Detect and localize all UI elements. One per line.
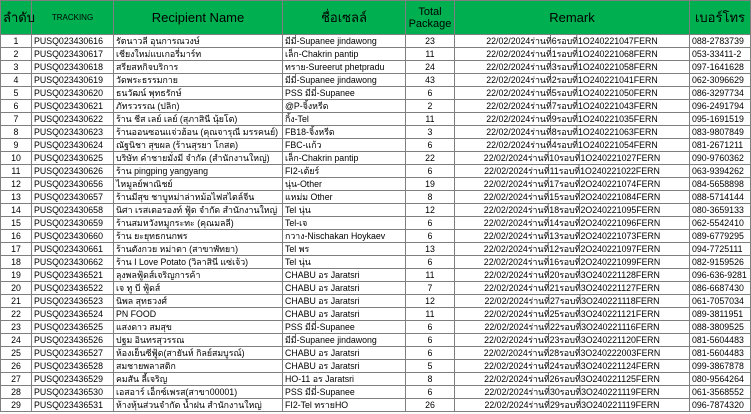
total-package-cell[interactable]: 24 xyxy=(406,61,455,74)
index-cell[interactable]: 29 xyxy=(1,399,32,412)
seller-cell[interactable]: เล็ก-Chakrin pantip xyxy=(283,152,406,165)
total-package-cell[interactable]: 6 xyxy=(406,165,455,178)
phone-cell[interactable]: 096-2491794 xyxy=(690,100,751,113)
recipient-cell[interactable]: ร้าน I Love Potato (วิลาสินี แซ่เจ้ว) xyxy=(114,256,283,269)
tracking-cell[interactable]: PUSQ023430656 xyxy=(32,178,114,191)
recipient-cell[interactable]: นิศา เรสเตอรองท์ ฟู้ด จำกัด สำนักงานใหญ่ xyxy=(114,204,283,217)
total-package-cell[interactable]: 7 xyxy=(406,282,455,295)
remark-cell[interactable]: 22/02/2024ร่านที่8รอบที่1O240221063FERN xyxy=(455,126,690,139)
recipient-cell[interactable]: ปฐม อินทรสุวรรณ xyxy=(114,334,283,347)
index-cell[interactable]: 4 xyxy=(1,74,32,87)
remark-cell[interactable]: 22/02/2024ร่านที่20รอบที่3O240221128FERN xyxy=(455,269,690,282)
total-package-cell[interactable]: 23 xyxy=(406,35,455,48)
remark-cell[interactable]: 22/02/2024ร่านที่27รอบที่3O240221118FERN xyxy=(455,295,690,308)
table-row xyxy=(1,113,751,126)
phone-cell[interactable]: 088-2783739 xyxy=(690,35,751,48)
table-row xyxy=(1,152,751,165)
recipient-cell[interactable]: ร้านสมหวังหมูกระทะ (คุณมลลี) xyxy=(114,217,283,230)
tracking-cell[interactable]: PUSQ023430661 xyxy=(32,243,114,256)
table-row xyxy=(1,230,751,243)
recipient-cell[interactable]: ภัทรวรรณ (ปลิก) xyxy=(114,100,283,113)
seller-cell[interactable]: กวาง-Nischakan Hoykaev xyxy=(283,230,406,243)
recipient-cell[interactable]: ร้าน ยะยุทธกนกพร xyxy=(114,230,283,243)
table-row xyxy=(1,386,751,399)
index-cell[interactable]: 20 xyxy=(1,282,32,295)
phone-cell[interactable]: 053-33411-2 xyxy=(690,48,751,61)
phone-cell[interactable]: 096-636-9281 xyxy=(690,269,751,282)
index-cell[interactable]: 24 xyxy=(1,334,32,347)
total-package-cell[interactable]: 6 xyxy=(406,87,455,100)
seller-cell[interactable]: CHABU อร Jaratsri xyxy=(283,308,406,321)
phone-cell[interactable]: 083-9807849 xyxy=(690,126,751,139)
index-cell[interactable]: 16 xyxy=(1,230,32,243)
table-row xyxy=(1,373,751,386)
phone-cell[interactable]: 081-5604483 xyxy=(690,334,751,347)
index-cell[interactable]: 11 xyxy=(1,165,32,178)
total-package-cell[interactable]: 2 xyxy=(406,100,455,113)
column-header-index[interactable]: ลำดับ xyxy=(1,1,32,35)
tracking-cell[interactable]: PUSQ023430618 xyxy=(32,61,114,74)
column-header-recipient[interactable]: Recipient Name xyxy=(114,1,283,35)
remark-cell[interactable]: 22/02/2024ร่านที่10รอบที่1O240221027FERN xyxy=(455,152,690,165)
recipient-cell[interactable]: แสงดาว สมสุข xyxy=(114,321,283,334)
remark-cell[interactable]: 22/02/2024ร่านที่12รอบที่2O240221097FERN xyxy=(455,243,690,256)
remark-cell[interactable]: 22/02/2024ร่านที่16รอบที่2O240221099FERN xyxy=(455,256,690,269)
tracking-cell[interactable]: PUSQ023436521 xyxy=(32,269,114,282)
total-package-cell[interactable]: 6 xyxy=(406,334,455,347)
remark-cell[interactable]: 22/02/2024ร่านที่5รอบที่1O240221050FERN xyxy=(455,87,690,100)
table-row xyxy=(1,334,751,347)
phone-cell[interactable]: 061-7057034 xyxy=(690,295,751,308)
total-package-cell[interactable]: 6 xyxy=(406,230,455,243)
index-cell[interactable]: 2 xyxy=(1,48,32,61)
recipient-cell[interactable]: ไหมูลย์พาณิชย์ xyxy=(114,178,283,191)
seller-cell[interactable]: FBC-แก้ว xyxy=(283,139,406,152)
total-package-cell[interactable]: 6 xyxy=(406,386,455,399)
remark-cell[interactable]: 22/02/2024ร่านที่18รอบที่2O240221095FERN xyxy=(455,204,690,217)
phone-cell[interactable]: 095-1691519 xyxy=(690,113,751,126)
total-package-cell[interactable]: 43 xyxy=(406,74,455,87)
table-row xyxy=(1,321,751,334)
total-package-cell[interactable]: 6 xyxy=(406,139,455,152)
table-row xyxy=(1,74,751,87)
tracking-cell[interactable]: PUSQ023430623 xyxy=(32,126,114,139)
recipient-cell[interactable]: ร้าน ชีส เลย์ เลย์ (สุภาสินี นุ้ยโต) xyxy=(114,113,283,126)
total-package-cell[interactable]: 6 xyxy=(406,256,455,269)
tracking-cell[interactable]: PUSQ023430625 xyxy=(32,152,114,165)
tracking-cell[interactable]: PUSQ023436528 xyxy=(32,360,114,373)
seller-cell[interactable]: แหม่ม Other xyxy=(283,191,406,204)
recipient-cell[interactable]: ธนวัฒน์ พุทธรักษ์ xyxy=(114,87,283,100)
index-cell[interactable]: 7 xyxy=(1,113,32,126)
index-cell[interactable]: 14 xyxy=(1,204,32,217)
seller-cell[interactable]: Tel-เจ xyxy=(283,217,406,230)
tracking-cell[interactable]: PUSQ023436526 xyxy=(32,334,114,347)
seller-cell[interactable]: CHABU อร Jaratsri xyxy=(283,282,406,295)
remark-cell[interactable]: 22/02/2024ร่านที่29รอบที่3O240221119FERN xyxy=(455,399,690,412)
seller-cell[interactable]: CHABU อร Jaratsri xyxy=(283,347,406,360)
table-row xyxy=(1,347,751,360)
tracking-cell[interactable]: PUSQ023430617 xyxy=(32,48,114,61)
phone-cell[interactable]: 081-2671211 xyxy=(690,139,751,152)
index-cell[interactable]: 9 xyxy=(1,139,32,152)
table-row xyxy=(1,35,751,48)
seller-cell[interactable]: เล็ก-Chakrin pantip xyxy=(283,48,406,61)
remark-cell[interactable]: 22/02/2024ร่านที่23รอบที่3O240221120FERN xyxy=(455,334,690,347)
table-row xyxy=(1,360,751,373)
seller-cell[interactable]: กิ้ง-Tel xyxy=(283,113,406,126)
phone-cell[interactable]: 081-5604483 xyxy=(690,347,751,360)
tracking-cell[interactable]: PUSQ023436531 xyxy=(32,399,114,412)
index-cell[interactable]: 21 xyxy=(1,295,32,308)
index-cell[interactable]: 27 xyxy=(1,373,32,386)
seller-cell[interactable]: มีมี่-Supanee jindawong xyxy=(283,74,406,87)
total-package-cell[interactable]: 3 xyxy=(406,126,455,139)
column-header-tracking[interactable]: TRACKING xyxy=(32,1,114,35)
total-package-cell[interactable]: 11 xyxy=(406,269,455,282)
index-cell[interactable]: 22 xyxy=(1,308,32,321)
remark-cell[interactable]: 22/02/2024ร่านที่21รอบที่3O240221127FERN xyxy=(455,282,690,295)
total-package-cell[interactable]: 11 xyxy=(406,113,455,126)
phone-cell[interactable]: 099-3867878 xyxy=(690,360,751,373)
seller-cell[interactable]: CHABU อร Jaratsri xyxy=(283,269,406,282)
recipient-cell[interactable]: นิพล สุทธวงศ์ xyxy=(114,295,283,308)
recipient-cell[interactable]: สรียสหกิจบริการ xyxy=(114,61,283,74)
tracking-cell[interactable]: PUSQ023436522 xyxy=(32,282,114,295)
total-package-cell[interactable]: 6 xyxy=(406,321,455,334)
seller-cell[interactable]: PSS มีมี่-Supanee xyxy=(283,87,406,100)
seller-cell[interactable]: FI2-เต้ยร์ xyxy=(283,165,406,178)
seller-cell[interactable]: PSS มีมี่-Supanee xyxy=(283,386,406,399)
remark-cell[interactable]: 22/02/2024ร่านที่2รอบที่1O240221041FERN xyxy=(455,74,690,87)
recipient-cell[interactable]: ร้านตังกวย หม่าตา (สาขาพัทยา) xyxy=(114,243,283,256)
table-row xyxy=(1,295,751,308)
seller-cell[interactable]: Tel นุ่น xyxy=(283,256,406,269)
remark-cell[interactable]: 22/02/2024ร่านที่13รอบที่2O240221073FERN xyxy=(455,230,690,243)
index-cell[interactable]: 6 xyxy=(1,100,32,113)
table-row xyxy=(1,282,751,295)
remark-cell[interactable]: 22/02/2024ร่านที่30รอบที่3O240221119FERN xyxy=(455,386,690,399)
phone-cell[interactable]: 086-6687430 xyxy=(690,282,751,295)
table-row xyxy=(1,126,751,139)
column-header-remark[interactable]: Remark xyxy=(455,1,690,35)
column-header-total-package[interactable]: Total Package xyxy=(406,1,455,35)
index-cell[interactable]: 26 xyxy=(1,360,32,373)
recipient-cell[interactable]: ลุงพลฟู้ดส์เจริญการค้า xyxy=(114,269,283,282)
remark-cell[interactable]: 22/02/2024ร่านที่22รอบที่3O240221116FERN xyxy=(455,321,690,334)
table-row xyxy=(1,399,751,412)
index-cell[interactable]: 8 xyxy=(1,126,32,139)
phone-cell[interactable]: 088-3809525 xyxy=(690,321,751,334)
phone-cell[interactable]: 062-3096629 xyxy=(690,74,751,87)
seller-cell[interactable]: นุ่น-Other xyxy=(283,178,406,191)
total-package-cell[interactable]: 5 xyxy=(406,360,455,373)
index-cell[interactable]: 19 xyxy=(1,269,32,282)
tracking-cell[interactable]: PUSQ023430657 xyxy=(32,191,114,204)
index-cell[interactable]: 18 xyxy=(1,256,32,269)
remark-cell[interactable]: 22/02/2024ร่านที่4รอบที่1O240221054FERN xyxy=(455,139,690,152)
remark-cell[interactable]: 22/02/2024ร่านที่11รอบที่1O240221022FERN xyxy=(455,165,690,178)
index-cell[interactable]: 15 xyxy=(1,217,32,230)
table-row xyxy=(1,191,751,204)
phone-cell[interactable]: 080-3659133 xyxy=(690,204,751,217)
total-package-cell[interactable]: 13 xyxy=(406,243,455,256)
recipient-cell[interactable]: ร้านออนซอนแจ่วฮ้อน (คุณจารุณี มรรคนย์) xyxy=(114,126,283,139)
seller-cell[interactable]: มีมี่-Supanee jindawong xyxy=(283,334,406,347)
tracking-cell[interactable]: PUSQ023436523 xyxy=(32,295,114,308)
phone-cell[interactable]: 080-9564264 xyxy=(690,373,751,386)
total-package-cell[interactable]: 19 xyxy=(406,178,455,191)
remark-cell[interactable]: 22/02/2024ร่านที่9รอบที่1O240221035FERN xyxy=(455,113,690,126)
tracking-cell[interactable]: PUSQ023430662 xyxy=(32,256,114,269)
tracking-cell[interactable]: PUSQ023430626 xyxy=(32,165,114,178)
seller-cell[interactable]: FB18-จิ้งหรีด xyxy=(283,126,406,139)
remark-cell[interactable]: 22/02/2024ร่านที่14รอบที่2O240221096FERN xyxy=(455,217,690,230)
index-cell[interactable]: 13 xyxy=(1,191,32,204)
recipient-cell[interactable]: บริษัท คำชายมั่งมี จำกัด (สำนักงานใหญ่) xyxy=(114,152,283,165)
remark-cell[interactable]: 22/02/2024ร่านที่15รอบที่2O240221084FERN xyxy=(455,191,690,204)
table-row xyxy=(1,308,751,321)
phone-cell[interactable]: 062-5542410 xyxy=(690,217,751,230)
recipient-cell[interactable]: ห้องเย็นซีฟู้ด(สายันห์ กิลย์สมบูรณ์) xyxy=(114,347,283,360)
remark-cell[interactable]: 22/02/2024ร่านที่17รอบที่2O240221074FERN xyxy=(455,178,690,191)
seller-cell[interactable]: @P-จิ้งหรีด xyxy=(283,100,406,113)
seller-cell[interactable]: FI2-Tel ทรายHO xyxy=(283,399,406,412)
index-cell[interactable]: 23 xyxy=(1,321,32,334)
phone-cell[interactable]: 061-3568552 xyxy=(690,386,751,399)
tracking-cell[interactable]: PUSQ023436524 xyxy=(32,308,114,321)
recipient-cell[interactable]: เอสอาร์ เอ็กซ์เพรส(สาขา00001) xyxy=(114,386,283,399)
recipient-cell[interactable]: ห้างหุ้นส่วนจำกัด น้ำฝน สำนักงานใหญ่ xyxy=(114,399,283,412)
phone-cell[interactable]: 090-9760362 xyxy=(690,152,751,165)
recipient-cell[interactable]: ร้านมีสุข ชาบูหม่าล่าหม้อไฟสไตล์จีน xyxy=(114,191,283,204)
index-cell[interactable]: 1 xyxy=(1,35,32,48)
recipient-cell[interactable]: เจ ทู บี ฟู้ดส์ xyxy=(114,282,283,295)
header-row xyxy=(1,1,751,35)
index-cell[interactable]: 3 xyxy=(1,61,32,74)
tracking-cell[interactable]: PUSQ023430619 xyxy=(32,74,114,87)
total-package-cell[interactable]: 8 xyxy=(406,191,455,204)
tracking-cell[interactable]: PUSQ023436530 xyxy=(32,386,114,399)
table-row xyxy=(1,61,751,74)
seller-cell[interactable]: ทราย-Sureerut phetpradu xyxy=(283,61,406,74)
recipient-cell[interactable]: คมสัน ลี้เจริญ xyxy=(114,373,283,386)
table-row xyxy=(1,87,751,100)
tracking-cell[interactable]: PUSQ023430621 xyxy=(32,100,114,113)
total-package-cell[interactable]: 8 xyxy=(406,373,455,386)
recipient-cell[interactable]: สมชายพลาสติก xyxy=(114,360,283,373)
phone-cell[interactable]: 089-6779295 xyxy=(690,230,751,243)
tracking-cell[interactable]: PUSQ023430659 xyxy=(32,217,114,230)
total-package-cell[interactable]: 6 xyxy=(406,217,455,230)
table-row xyxy=(1,243,751,256)
recipient-cell[interactable]: ณัฐนิชา สุขผล (ร้านสุรยา โกสต) xyxy=(114,139,283,152)
total-package-cell[interactable]: 12 xyxy=(406,204,455,217)
seller-cell[interactable]: HO-11 อร Jaratsri xyxy=(283,373,406,386)
tracking-cell[interactable]: PUSQ023430616 xyxy=(32,35,114,48)
table-row xyxy=(1,217,751,230)
tracking-cell[interactable]: PUSQ023436529 xyxy=(32,373,114,386)
phone-cell[interactable]: 094-7725111 xyxy=(690,243,751,256)
index-cell[interactable]: 5 xyxy=(1,87,32,100)
remark-cell[interactable]: 22/02/2024ร่านที่28รอบที่3O240222003FERN xyxy=(455,347,690,360)
seller-cell[interactable]: CHABU อร Jaratsri xyxy=(283,360,406,373)
remark-cell[interactable]: 22/02/2024ร่านที่1รอบที่1O240221068FERN xyxy=(455,48,690,61)
total-package-cell[interactable]: 11 xyxy=(406,48,455,61)
table-row xyxy=(1,256,751,269)
remark-cell[interactable]: 22/02/2024ร่านที่7รอบที่1O240221043FERN xyxy=(455,100,690,113)
table-row xyxy=(1,48,751,61)
tracking-cell[interactable]: PUSQ023430660 xyxy=(32,230,114,243)
index-cell[interactable]: 12 xyxy=(1,178,32,191)
recipient-cell[interactable]: ร้าน pingping yangyang xyxy=(114,165,283,178)
phone-cell[interactable]: 063-9394262 xyxy=(690,165,751,178)
recipient-cell[interactable]: รัตนาวลี อุนการณวงษ์ xyxy=(114,35,283,48)
recipient-cell[interactable]: เชียงใหม่แบเกอรี่มาร์ท xyxy=(114,48,283,61)
tracking-cell[interactable]: PUSQ023430624 xyxy=(32,139,114,152)
index-cell[interactable]: 10 xyxy=(1,152,32,165)
remark-cell[interactable]: 22/02/2024ร่านที่26รอบที่3O240221125FERN xyxy=(455,373,690,386)
column-header-seller[interactable]: ชื่อเซลล์ xyxy=(283,1,406,35)
tracking-cell[interactable]: PUSQ023430658 xyxy=(32,204,114,217)
remark-cell[interactable]: 22/02/2024ร่านที่25รอบที่3O240221121FERN xyxy=(455,308,690,321)
table-row xyxy=(1,100,751,113)
phone-cell[interactable]: 088-5714144 xyxy=(690,191,751,204)
table-row xyxy=(1,178,751,191)
phone-cell[interactable]: 097-1641628 xyxy=(690,61,751,74)
total-package-cell[interactable]: 12 xyxy=(406,295,455,308)
total-package-cell[interactable]: 6 xyxy=(406,347,455,360)
remark-cell[interactable]: 22/02/2024ร่านที่6รอบที่1O240221047FERN xyxy=(455,35,690,48)
table-row xyxy=(1,165,751,178)
column-header-phone[interactable]: เบอร์โทร xyxy=(690,1,751,35)
table-row xyxy=(1,269,751,282)
phone-cell[interactable]: 089-3811951 xyxy=(690,308,751,321)
phone-cell[interactable]: 082-9159526 xyxy=(690,256,751,269)
index-cell[interactable]: 28 xyxy=(1,386,32,399)
tracking-cell[interactable]: PUSQ023436527 xyxy=(32,347,114,360)
phone-cell[interactable]: 096-7874320 xyxy=(690,399,751,412)
index-cell[interactable]: 25 xyxy=(1,347,32,360)
phone-cell[interactable]: 084-5658898 xyxy=(690,178,751,191)
remark-cell[interactable]: 22/02/2024ร่านที่24รอบที่3O240221124FERN xyxy=(455,360,690,373)
remark-cell[interactable]: 22/02/2024ร่านที่3รอบที่1O240221058FERN xyxy=(455,61,690,74)
table-row xyxy=(1,139,751,152)
seller-cell[interactable]: Tel นุ่น xyxy=(283,204,406,217)
total-package-cell[interactable]: 22 xyxy=(406,152,455,165)
seller-cell[interactable]: มีมี่-Supanee jindawong xyxy=(283,35,406,48)
total-package-cell[interactable]: 26 xyxy=(406,399,455,412)
recipient-cell[interactable]: วัดพระธรรมกาย xyxy=(114,74,283,87)
index-cell[interactable]: 17 xyxy=(1,243,32,256)
seller-cell[interactable]: Tel พร xyxy=(283,243,406,256)
tracking-cell[interactable]: PUSQ023436525 xyxy=(32,321,114,334)
seller-cell[interactable]: CHABU อร Jaratsri xyxy=(283,295,406,308)
tracking-cell[interactable]: PUSQ023430622 xyxy=(32,113,114,126)
recipient-cell[interactable]: PN FOOD xyxy=(114,308,283,321)
phone-cell[interactable]: 086-3297734 xyxy=(690,87,751,100)
tracking-cell[interactable]: PUSQ023430620 xyxy=(32,87,114,100)
table-row xyxy=(1,204,751,217)
seller-cell[interactable]: PSS มีมี่-Supanee xyxy=(283,321,406,334)
total-package-cell[interactable]: 11 xyxy=(406,308,455,321)
